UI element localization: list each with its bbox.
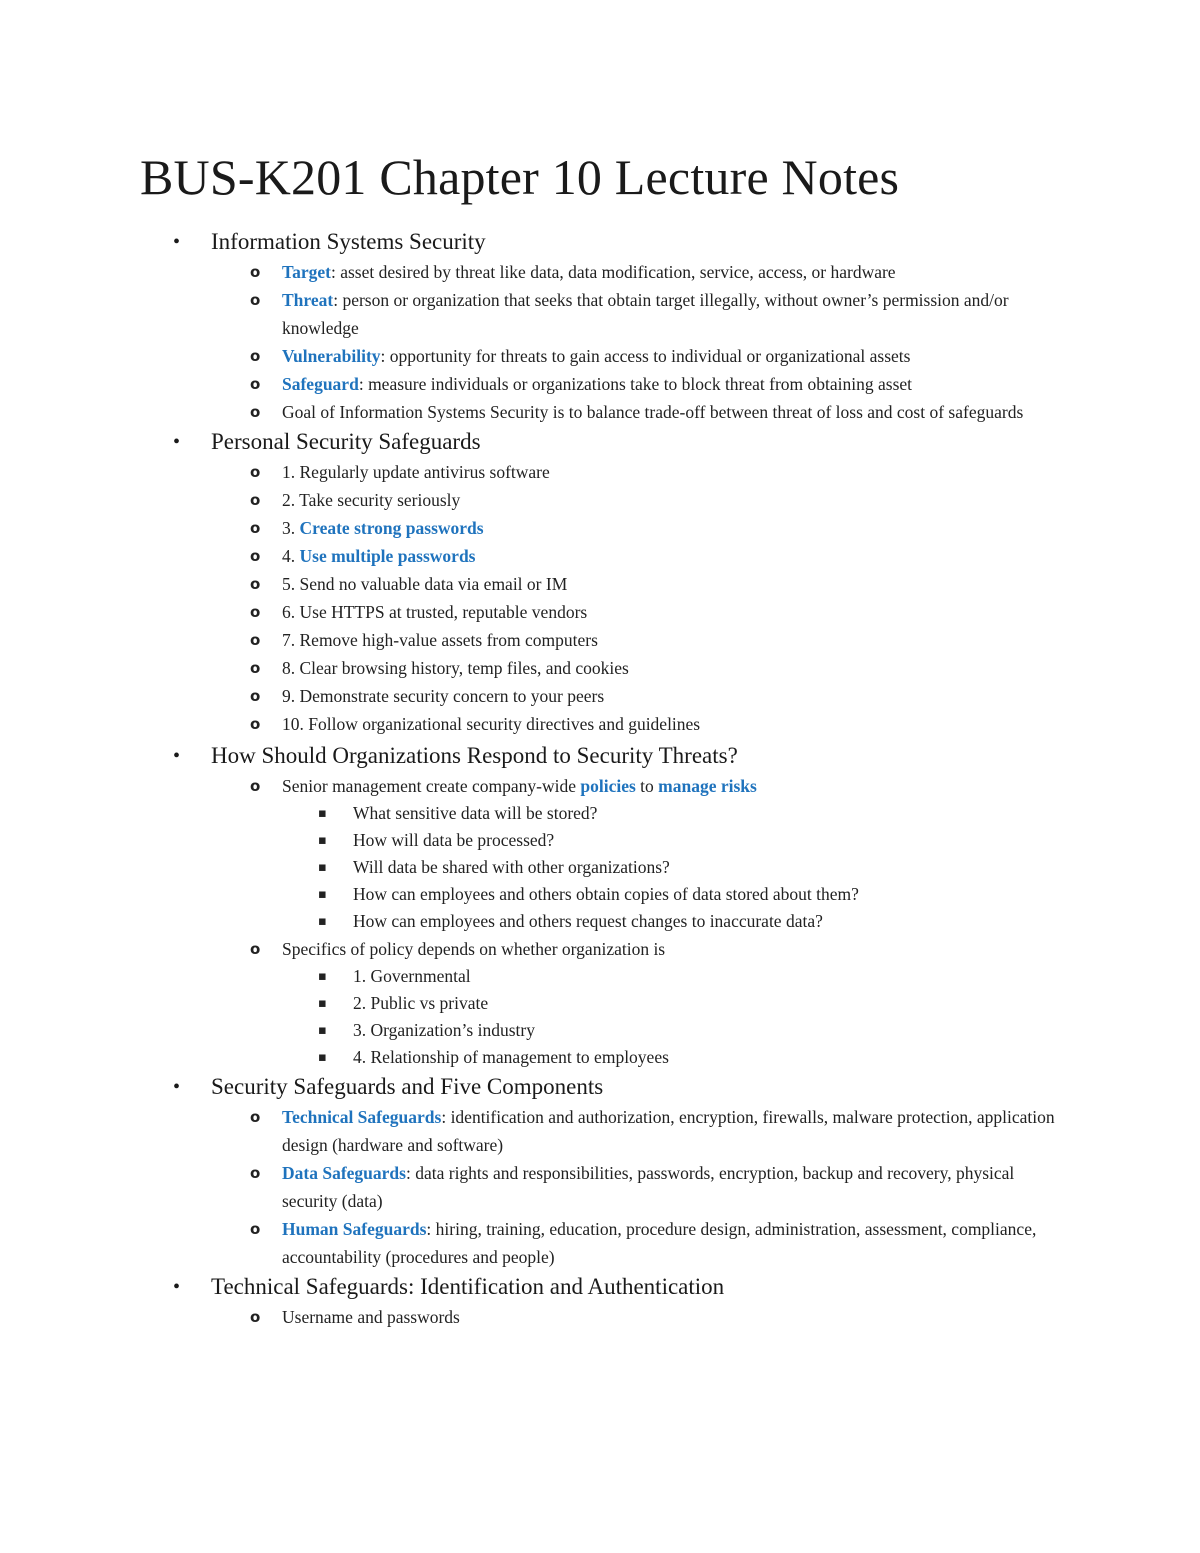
circle-bullet-icon: o [250, 575, 261, 593]
section-heading-text: Security Safeguards and Five Components [211, 1074, 604, 1099]
bullet-icon: • [173, 1276, 181, 1298]
bullet-icon: • [173, 745, 181, 767]
square-bullet-icon: ▪ [318, 833, 327, 848]
sub-list-item-text: How can employees and others request changes to inaccurate data? [353, 911, 823, 931]
sub-list-item [0, 990, 1200, 1017]
list-item: o 3. Create strong passwords [0, 514, 1200, 542]
circle-bullet-icon: o [250, 631, 261, 649]
section-information-systems-security [0, 226, 1200, 426]
section-heading-text: Information Systems Security [211, 229, 486, 254]
list-item: o Safeguard: measure individuals or organizations take to block threat from obtaining asset [0, 370, 1200, 398]
list-item: o 4. Use multiple passwords [0, 542, 1200, 570]
notes-content [0, 226, 1200, 1331]
circle-bullet-icon: o [250, 463, 261, 481]
square-bullet-icon: ▪ [318, 1050, 327, 1065]
list-item [0, 682, 1200, 710]
list-item-text: 5. Send no valuable data via email or IM [282, 574, 568, 594]
section-heading [0, 1071, 1200, 1103]
list-item: o Data Safeguards: data rights and responsibilities, passwords, encryption, backup and recovery, physical security (data) [0, 1159, 1200, 1215]
section-heading [0, 426, 1200, 458]
circle-bullet-icon: o [250, 403, 261, 421]
circle-bullet-icon: o [250, 1220, 261, 1238]
circle-bullet-icon: o [250, 1308, 261, 1326]
term-safeguard: Safeguard [282, 374, 359, 394]
circle-bullet-icon: o [250, 687, 261, 705]
circle-bullet-icon: o [250, 547, 261, 565]
list-item-text: 8. Clear browsing history, temp files, and cookies [282, 658, 629, 678]
circle-bullet-icon: o [250, 1108, 261, 1126]
sub-list-item [0, 827, 1200, 854]
sub-list-item-text: 4. Relationship of management to employees [353, 1047, 669, 1067]
list-item-text: 7. Remove high-value assets from computers [282, 630, 598, 650]
list-item-text: Goal of Information Systems Security is to balance trade-off between threat of loss and cost of safeguards [282, 402, 1024, 422]
list-item [0, 710, 1200, 738]
section-personal-security-safeguards [0, 426, 1200, 738]
sub-list-item [0, 908, 1200, 935]
list-item: o Vulnerability: opportunity for threats to gain access to individual or organizational assets [0, 342, 1200, 370]
list-item [0, 398, 1200, 426]
section-heading-text: Technical Safeguards: Identification and Authentication [211, 1274, 725, 1299]
square-bullet-icon: ▪ [318, 860, 327, 875]
sub-list-item-text: How will data be processed? [353, 830, 555, 850]
term-target: Target [282, 262, 331, 282]
list-item [0, 1303, 1200, 1331]
circle-bullet-icon: o [250, 291, 261, 309]
section-heading [0, 740, 1200, 772]
list-item: o Senior management create company-wide policies to manage risks [0, 772, 1200, 800]
page-title: BUS-K201 Chapter 10 Lecture Notes [140, 149, 900, 205]
term-threat: Threat [282, 290, 334, 310]
section-organization-response [0, 740, 1200, 1071]
sub-list-item-text: 2. Public vs private [353, 993, 489, 1013]
list-item-text: 10. Follow organizational security directives and guidelines [282, 714, 701, 734]
circle-bullet-icon: o [250, 263, 261, 281]
circle-bullet-icon: o [250, 519, 261, 537]
square-bullet-icon: ▪ [318, 887, 327, 902]
circle-bullet-icon: o [250, 491, 261, 509]
sub-list-item [0, 881, 1200, 908]
highlight-text: Create strong passwords [299, 518, 484, 538]
list-item-text: 9. Demonstrate security concern to your peers [282, 686, 605, 706]
section-heading [0, 226, 1200, 258]
circle-bullet-icon: o [250, 347, 261, 365]
list-item [0, 458, 1200, 486]
list-item-text: 6. Use HTTPS at trusted, reputable vendors [282, 602, 588, 622]
list-item [0, 598, 1200, 626]
bullet-icon: • [173, 231, 181, 253]
list-item: o Threat: person or organization that seeks that obtain target illegally, without owner’s permission and/or knowledge [0, 286, 1200, 342]
sub-list-item-text: Will data be shared with other organizations? [353, 857, 670, 877]
section-five-components [0, 1071, 1200, 1271]
list-item [0, 570, 1200, 598]
sub-list-item-text: What sensitive data will be stored? [353, 803, 598, 823]
circle-bullet-icon: o [250, 659, 261, 677]
square-bullet-icon: ▪ [318, 914, 327, 929]
sub-list-item [0, 1044, 1200, 1071]
highlight-policies: policies [580, 776, 636, 796]
list-item-text: 2. Take security seriously [282, 490, 461, 510]
sub-list-item-text: 1. Governmental [353, 966, 471, 986]
circle-bullet-icon: o [250, 940, 261, 958]
sub-list-item [0, 963, 1200, 990]
list-item [0, 626, 1200, 654]
section-identification-authentication [0, 1271, 1200, 1331]
square-bullet-icon: ▪ [318, 806, 327, 821]
bullet-icon: • [173, 1076, 181, 1098]
square-bullet-icon: ▪ [318, 1023, 327, 1038]
sub-list-item [0, 1017, 1200, 1044]
list-item [0, 935, 1200, 963]
list-item-text: Specifics of policy depends on whether organization is [282, 939, 666, 959]
circle-bullet-icon: o [250, 375, 261, 393]
list-item [0, 654, 1200, 682]
highlight-manage-risks: manage risks [658, 776, 757, 796]
sub-list-item [0, 800, 1200, 827]
circle-bullet-icon: o [250, 603, 261, 621]
highlight-text: Use multiple passwords [299, 546, 476, 566]
sub-list-item [0, 854, 1200, 881]
square-bullet-icon: ▪ [318, 969, 327, 984]
section-heading-text: Personal Security Safeguards [211, 429, 481, 454]
list-item: o Technical Safeguards: identification and authorization, encryption, firewalls, malware protection, application design (hardware and software) [0, 1103, 1200, 1159]
list-item-text: Username and passwords [282, 1307, 460, 1327]
term-human-safeguards: Human Safeguards [282, 1219, 427, 1239]
term-vulnerability: Vulnerability [282, 346, 381, 366]
list-item-text: 1. Regularly update antivirus software [282, 462, 550, 482]
sub-list-item-text: How can employees and others obtain copies of data stored about them? [353, 884, 859, 904]
square-bullet-icon: ▪ [318, 996, 327, 1011]
section-heading [0, 1271, 1200, 1303]
circle-bullet-icon: o [250, 715, 261, 733]
list-item: o Human Safeguards: hiring, training, education, procedure design, administration, assessment, compliance, accountability (procedures and people) [0, 1215, 1200, 1271]
list-item: o Target: asset desired by threat like data, data modification, service, access, or hardware [0, 258, 1200, 286]
sub-list-item-text: 3. Organization’s industry [353, 1020, 535, 1040]
term-data-safeguards: Data Safeguards [282, 1163, 406, 1183]
circle-bullet-icon: o [250, 777, 261, 795]
bullet-icon: • [173, 431, 181, 453]
section-heading-text: How Should Organizations Respond to Security Threats? [211, 743, 738, 768]
term-technical-safeguards: Technical Safeguards [282, 1107, 442, 1127]
list-item [0, 486, 1200, 514]
circle-bullet-icon: o [250, 1164, 261, 1182]
